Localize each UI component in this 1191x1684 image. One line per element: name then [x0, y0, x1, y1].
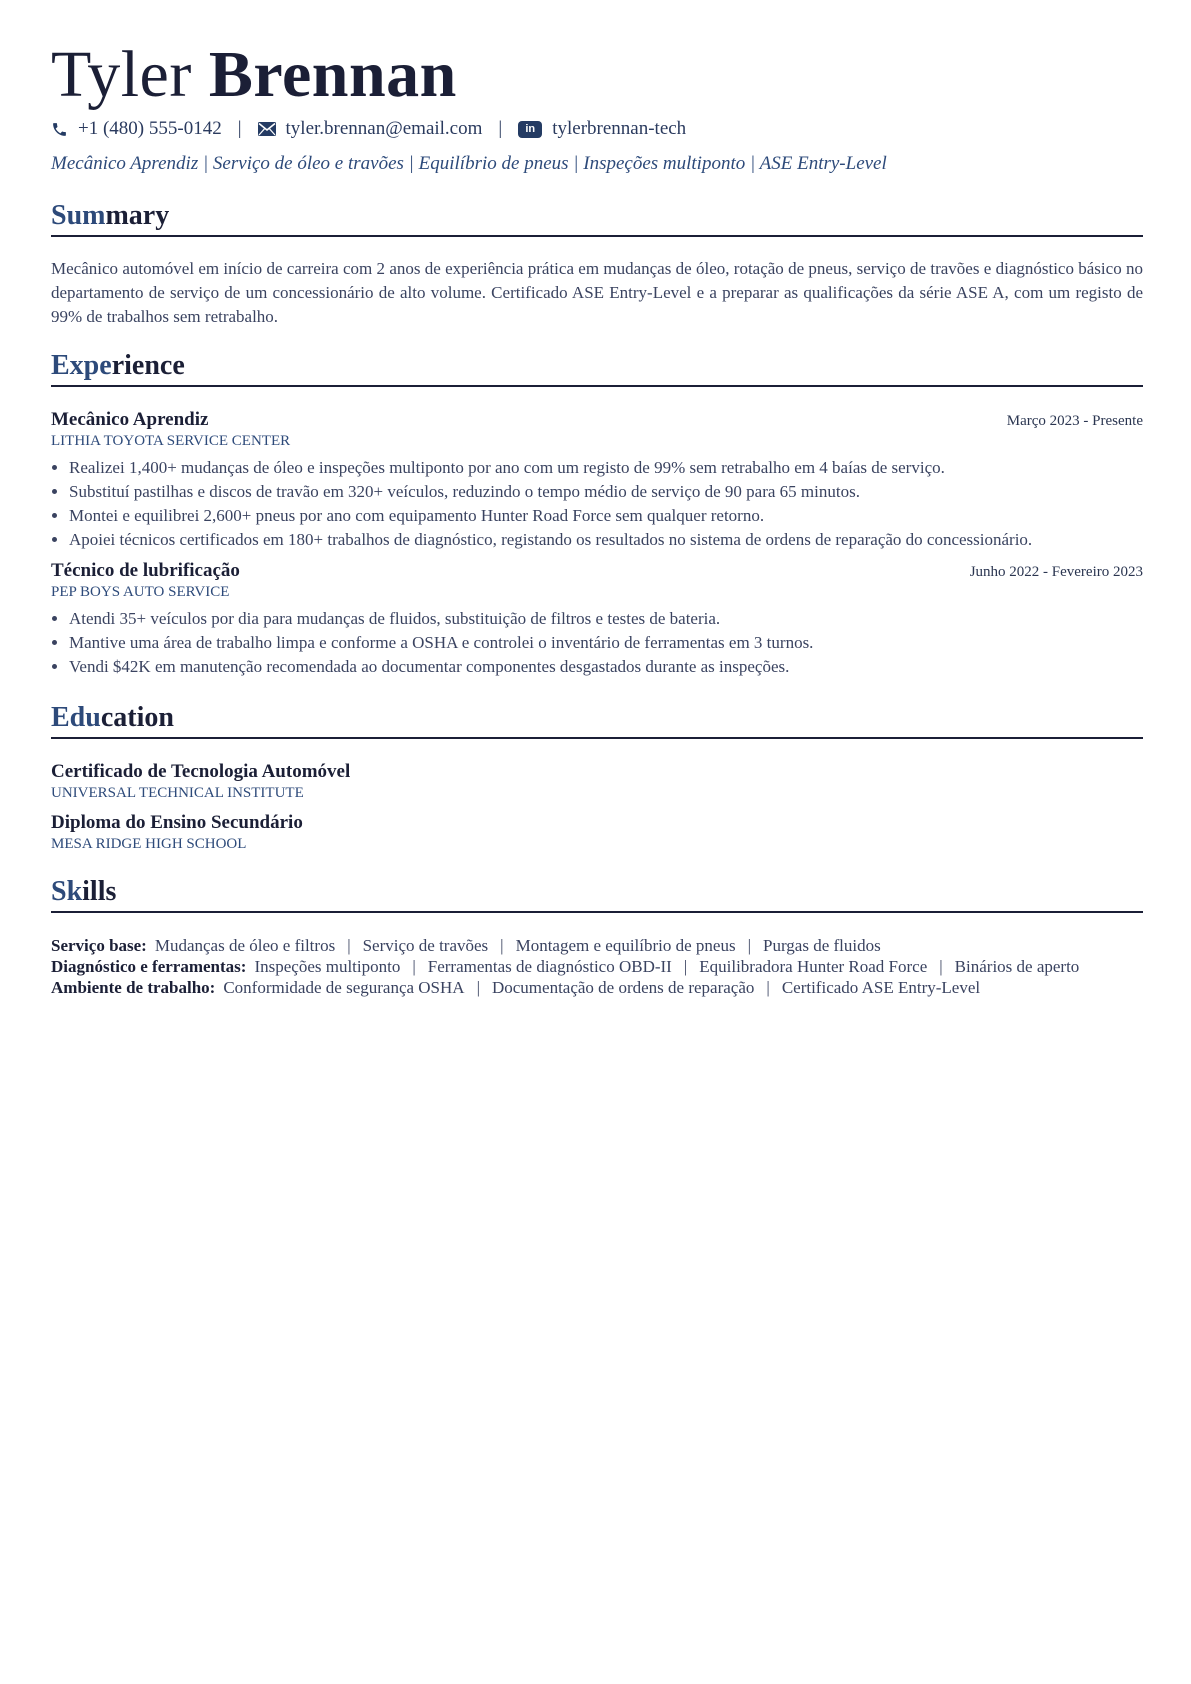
- company-name: LITHIA TOYOTA SERVICE CENTER: [51, 433, 291, 449]
- skills-section: [51, 875, 1143, 998]
- skill-row: [51, 935, 1143, 956]
- phone-number: +1 (480) 555-0142: [78, 118, 222, 139]
- email-contact[interactable]: [258, 118, 483, 140]
- title-accent: Expe: [51, 350, 112, 381]
- experience-section: [51, 349, 1143, 679]
- skill-item: Equilibradora Hunter Road Force: [699, 957, 928, 976]
- skill-separator: |: [939, 957, 943, 976]
- summary-section: [51, 199, 1143, 329]
- job-entry: [51, 560, 1143, 679]
- skill-category: Serviço base:: [51, 936, 147, 955]
- title-accent: Sum: [51, 200, 106, 231]
- title-rest: cation: [100, 702, 174, 733]
- education-entry: [51, 812, 1143, 853]
- linkedin-contact[interactable]: [518, 118, 686, 140]
- job-bullets: [51, 607, 1143, 679]
- job-dates: Junho 2022 - Fevereiro 2023: [969, 564, 1143, 580]
- contact-bar: [51, 116, 1143, 142]
- skill-item: Documentação de ordens de reparação: [491, 978, 755, 997]
- bullet-item: • Montei e equilibrei 2,600+ pneus por ano com equipamento Hunter Road Force sem qualquer retorno.: [69, 504, 1143, 528]
- linkedin-icon: in: [518, 121, 542, 138]
- job-entry: [51, 409, 1143, 552]
- phone-contact[interactable]: [51, 118, 222, 140]
- job-title: Mecânico Aprendiz: [51, 409, 209, 430]
- summary-text: Mecânico automóvel em início de carreira com 2 anos de experiência prática em mudanças de óleo, rotação de pneus, serviço de travões e diagnóstico básico no departamento de serviço de um concessionário de alto volume. Certificado ASE Entry-Level e a preparar as qualificações da série ASE A, com um registo de 99% de trabalhos sem retrabalho.: [51, 259, 1143, 326]
- skill-item: Purgas de fluidos: [763, 936, 881, 955]
- education-section: [51, 701, 1143, 853]
- skill-item: Ferramentas de diagnóstico OBD-II: [427, 957, 672, 976]
- title-accent: Edu: [51, 702, 101, 733]
- bullet-item: • Vendi $42K em manutenção recomendada ao documentar componentes desgastados durante as inspeções.: [69, 655, 1143, 679]
- section-title-education: [51, 701, 1143, 739]
- phone-icon: [51, 121, 68, 138]
- degree-name: Certificado de Tecnologia Automóvel: [51, 761, 351, 782]
- first-name: Tyler: [51, 38, 192, 111]
- skill-item: Binários de aperto: [954, 957, 1080, 976]
- email-address: tyler.brennan@email.com: [285, 118, 483, 139]
- last-name: Brennan: [208, 38, 457, 111]
- headline: Mecânico Aprendiz | Serviço de óleo e travões | Equilíbrio de pneus | Inspeções multiponto | ASE Entry-Level: [51, 153, 887, 174]
- job-title: Técnico de lubrificação: [51, 560, 240, 581]
- section-title-experience: [51, 349, 1143, 387]
- section-title-skills: [51, 875, 1143, 913]
- skill-separator: |: [500, 936, 504, 955]
- bullet-item: • Substituí pastilhas e discos de travão em 320+ veículos, reduzindo o tempo médio de serviço de 90 para 65 minutos.: [69, 480, 1143, 504]
- skill-separator: |: [412, 957, 416, 976]
- skill-item: Certificado ASE Entry-Level: [781, 978, 981, 997]
- bullet-item: • Realizei 1,400+ mudanças de óleo e inspeções multiponto por ano com um registo de 99% sem retrabalho em 4 baías de serviço.: [69, 456, 1143, 480]
- skills-list: [51, 935, 1143, 998]
- bullet-item: • Apoiei técnicos certificados em 180+ trabalhos de diagnóstico, registando os resultados no sistema de ordens de reparação do concessionário.: [69, 528, 1143, 552]
- skill-separator: |: [347, 936, 351, 955]
- skill-category: Ambiente de trabalho:: [51, 978, 216, 997]
- section-title-summary: [51, 199, 1143, 237]
- school-name: UNIVERSAL TECHNICAL INSTITUTE: [51, 785, 304, 801]
- skill-row: [51, 977, 1143, 998]
- education-entry: [51, 761, 1143, 802]
- contact-separator: |: [237, 118, 242, 139]
- skill-separator: |: [747, 936, 751, 955]
- title-rest: mary: [105, 200, 170, 231]
- skill-item: Montagem e equilíbrio de pneus: [515, 936, 736, 955]
- skill-row: [51, 956, 1143, 977]
- title-rest: rience: [111, 350, 185, 381]
- title-rest: ills: [82, 876, 117, 907]
- bullet-item: • Mantive uma área de trabalho limpa e conforme a OSHA e controlei o inventário de ferramentas em 3 turnos.: [69, 631, 1143, 655]
- envelope-icon: [258, 122, 276, 136]
- skill-item: Mudanças de óleo e filtros: [154, 936, 336, 955]
- school-name: MESA RIDGE HIGH SCHOOL: [51, 836, 247, 852]
- skill-separator: |: [476, 978, 480, 997]
- degree-name: Diploma do Ensino Secundário: [51, 812, 303, 833]
- candidate-name: [51, 38, 1143, 112]
- bullet-item: • Atendi 35+ veículos por dia para mudanças de fluidos, substituição de filtros e testes de bateria.: [69, 607, 1143, 631]
- skill-separator: |: [766, 978, 770, 997]
- skill-item: Inspeções multiponto: [254, 957, 401, 976]
- skill-category: Diagnóstico e ferramentas:: [51, 957, 247, 976]
- skill-separator: |: [683, 957, 688, 976]
- contact-separator: |: [498, 118, 503, 139]
- job-bullets: [51, 456, 1143, 552]
- company-name: PEP BOYS AUTO SERVICE: [51, 584, 230, 600]
- skill-item: Conformidade de segurança OSHA: [223, 978, 465, 997]
- linkedin-handle: tylerbrennan-tech: [552, 118, 687, 139]
- title-accent: Sk: [51, 876, 83, 907]
- job-dates: Março 2023 - Presente: [1006, 413, 1143, 429]
- skill-item: Serviço de travões: [362, 936, 489, 955]
